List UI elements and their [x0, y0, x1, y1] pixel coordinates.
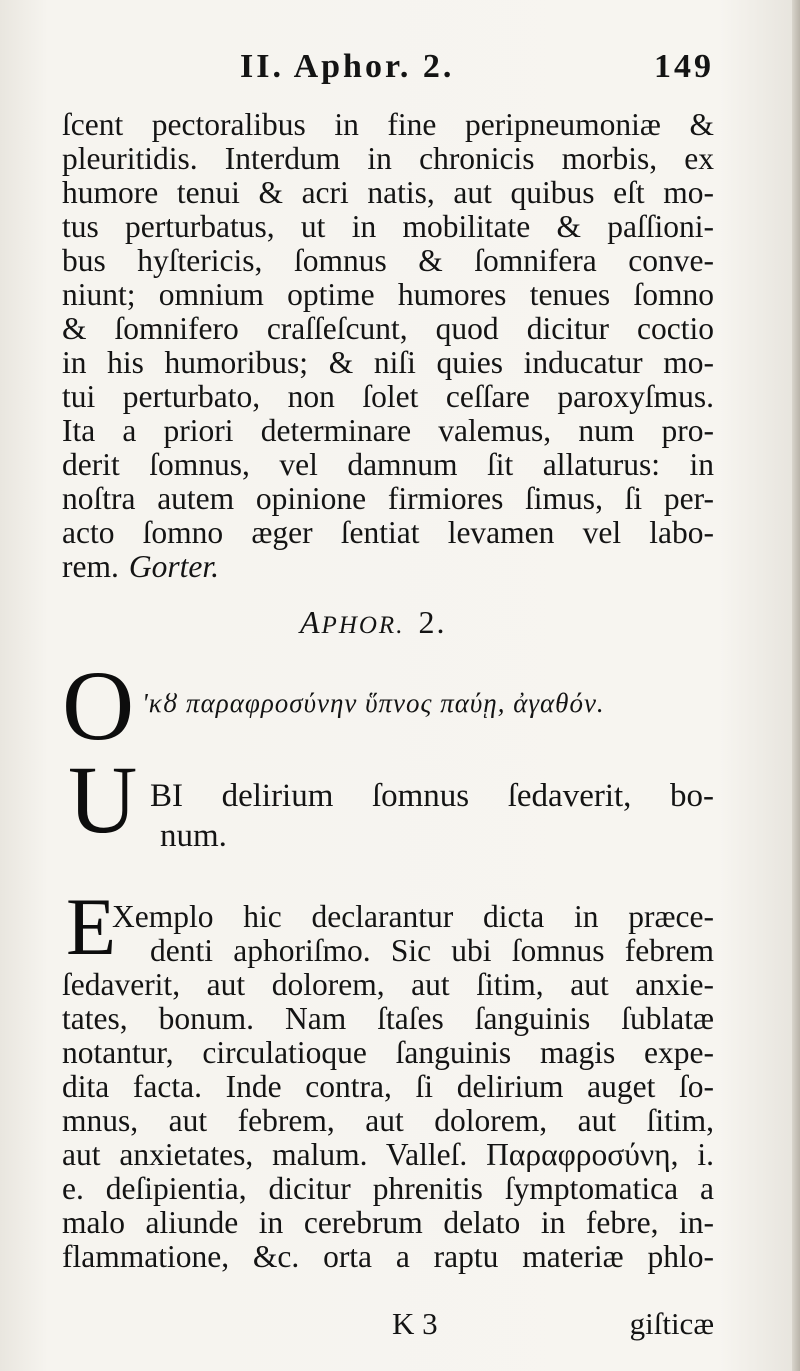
explanation-line: aut anxietates, malum. Valleſ. Παραφροσύνη, i.	[62, 1137, 714, 1172]
latin-aphorism-line: BI delirium ſomnus ſedaverit, bo-	[150, 778, 714, 814]
greek-drop-cap: O	[62, 650, 135, 761]
greek-aphorism-text: 'κȣ παραφροσύνην ὕπνος παύῃ, ἀγαθόν.	[142, 688, 605, 718]
commentary-line: ſcent pectoralibus in fine peripneumoniæ &	[62, 107, 714, 142]
running-head	[240, 48, 714, 90]
commentary-line: tus perturbatus, ut in mobilitate & paſſioni-	[62, 209, 714, 244]
commentary-author: Gorter.	[128, 549, 219, 584]
commentary-end: rem.	[62, 549, 119, 584]
commentary-line: noſtra autem opinione firmiores ſimus, ſi per-	[62, 481, 714, 516]
explanation-line: notantur, circulatioque ſanguinis magis expe-	[62, 1035, 714, 1070]
explanation-line: flammatione, &c. orta a raptu materiæ phlo-	[62, 1239, 714, 1274]
aphorism-number: 2.	[418, 604, 447, 640]
explanation-drop-cap: E	[66, 881, 117, 972]
explanation-line: tates, bonum. Nam ſtaſes ſanguinis ſublatæ	[62, 1001, 714, 1036]
page-footer	[62, 1306, 714, 1342]
explanation-line: Xemplo hic declarantur dicta in præce-	[112, 899, 714, 934]
running-head-title: II. Aphor. 2.	[240, 48, 455, 85]
explanation-line: ſedaverit, aut dolorem, aut ſitim, aut anxie-	[62, 967, 714, 1002]
explanation-line: malo aliunde in cerebrum delato in febre, in-	[62, 1205, 714, 1240]
commentary-line: acto ſomno æger ſentiat levamen vel labo-	[62, 515, 714, 550]
commentary-line: derit ſomnus, vel damnum ſit allaturus: in	[62, 447, 714, 482]
commentary-last-line	[62, 550, 714, 584]
commentary-line: bus hyſtericis, ſomnus & ſomnifera conve-	[62, 243, 714, 278]
page-edge-shadow	[792, 0, 800, 1371]
latin-drop-cap: U	[68, 746, 138, 853]
commentary-line: niunt; omnium optime humores tenues ſomno	[62, 277, 714, 312]
commentary-line: humore tenui & acri natis, aut quibus eſt mo-	[62, 175, 714, 210]
page-number: 149	[654, 48, 714, 85]
explanation-line: denti aphoriſmo. Sic ubi ſomnus febrem	[150, 933, 714, 968]
explanation-line: mnus, aut febrem, aut dolorem, aut ſitim,	[62, 1103, 714, 1138]
commentary-line: in his humoribus; & niſi quies inducatur mo-	[62, 345, 714, 380]
catchword: giſticæ	[629, 1306, 714, 1341]
signature-mark: K 3	[392, 1306, 438, 1341]
latin-aphorism-line: num.	[160, 818, 227, 854]
commentary-line: tui perturbato, non ſolet ceſſare paroxyſmus.	[62, 379, 714, 414]
aphorism-heading	[300, 604, 446, 641]
aphorism-heading-rest: PHOR.	[321, 612, 405, 639]
explanation-line: dita facta. Inde contra, ſi delirium auget ſo-	[62, 1069, 714, 1104]
commentary-line: Ita a priori determinare valemus, num pro-	[62, 413, 714, 448]
commentary-line: pleuritidis. Interdum in chronicis morbis, ex	[62, 141, 714, 176]
explanation-line: e. deſipientia, dicitur phrenitis ſymptomatica a	[62, 1171, 714, 1206]
commentary-line: & ſomnifero craſſeſcunt, quod dicitur coctio	[62, 311, 714, 346]
aphorism-heading-cap: A	[300, 604, 322, 640]
